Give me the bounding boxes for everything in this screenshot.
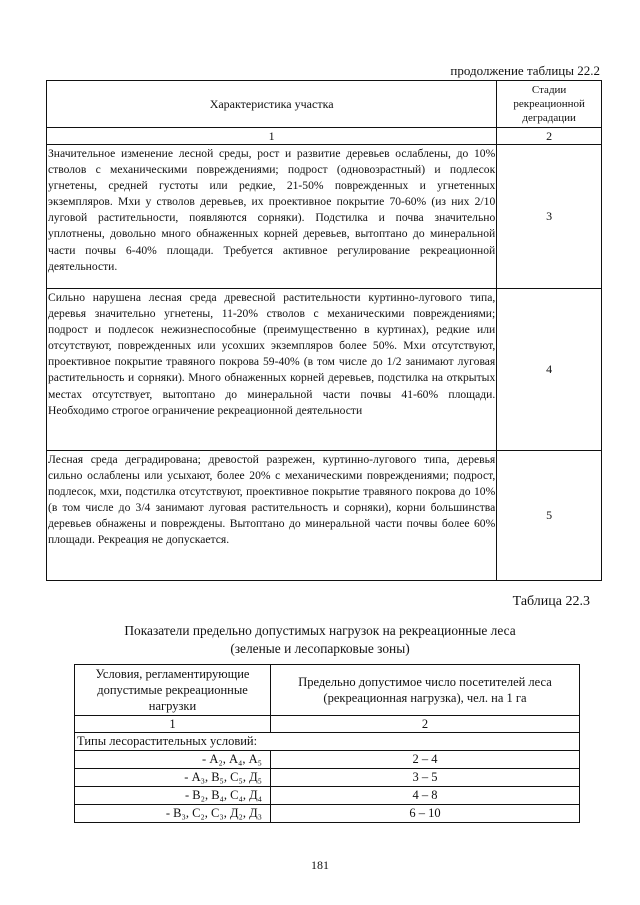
table-row xyxy=(47,289,602,451)
column-number-2: 2 xyxy=(497,128,602,145)
column-number-1: 1 xyxy=(47,128,497,145)
row-value: 3 – 5 xyxy=(271,769,580,787)
header-characteristic: Характеристика участка xyxy=(47,81,497,128)
group-label: Типы лесорастительных условий: xyxy=(75,733,580,751)
row-condition: - А₂, А₄, А₅ xyxy=(75,751,271,769)
table-22-3-title-line2: (зеленые и лесопарковые зоны) xyxy=(230,641,410,656)
row-stage: 3 xyxy=(497,145,602,289)
row-stage: 5 xyxy=(497,451,602,581)
row-value: 4 – 8 xyxy=(271,787,580,805)
row-description: Значительное изменение лесной среды, рост и развитие деревьев ослаблены, до 10% стволов с механическими повреждениями; подрост (одновозрастный) и подлесок угнетены, средней густоты или редкие, 21-50% поврежденных и угнетенных экземпляров. Мхи у стволов деревьев, их проективное покрытие 70-60% (из них 2/10 луговой растительности, появляются сорняки). Подстилка и почва значительно уплотнены, довольно много обнаженных корней деревьев, вытоптано до минеральной части почвы 6-40% площади. Требуется активное регулирование рекреационной деятельности. xyxy=(47,145,497,289)
header-conditions: Условия, регламентирующие допустимые рекреационные нагрузки xyxy=(75,665,271,716)
table-22-3-title-line1: Показатели предельно допустимых нагрузок на рекреационные леса xyxy=(124,623,516,638)
table-row xyxy=(75,787,580,805)
table-22-2 xyxy=(46,80,602,581)
table-row xyxy=(75,751,580,769)
continuation-caption: продолжение таблицы 22.2 xyxy=(450,63,600,78)
table-row xyxy=(75,769,580,787)
row-description: Сильно нарушена лесная среда древесной растительности куртинно-лугового типа, деревья значительно угнетены, 11-20% стволов с механическими повреждениями; подрост и подлесок нежизнеспособные (преимущественно в куртинах), редкие или отсутствуют, поврежденных или усохших экземпляров более 50%. Мхи отсутствуют, проективное покрытие травяного покрова 59-40% (в том числе до 1/2 занимают луговая растительность и сорняки). Много обнаженных корней деревьев, подстилка на открытых местах отсутствует, вытоптано до минеральной части почвы 41-60% площади. Необходимо строгое ограничение рекреационной деятельности xyxy=(47,289,497,451)
table-22-3 xyxy=(74,664,580,823)
row-condition: - В₂, В₄, С₄, Д₄ xyxy=(75,787,271,805)
row-value: 6 – 10 xyxy=(271,805,580,823)
table-22-3-label: Таблица 22.3 xyxy=(512,594,590,609)
row-value: 2 – 4 xyxy=(271,751,580,769)
table-row xyxy=(75,805,580,823)
table-22-3-title xyxy=(40,622,600,658)
page-number: 181 xyxy=(311,858,329,872)
table-row xyxy=(47,145,602,289)
row-condition: - В₃, С₂, С₃, Д₂, Д₃ xyxy=(75,805,271,823)
header-limit: Предельно допустимое число посетителей леса (рекреационная нагрузка), чел. на 1 га xyxy=(271,665,580,716)
table-row xyxy=(47,451,602,581)
row-stage: 4 xyxy=(497,289,602,451)
header-stage: Стадии рекреационной деградации xyxy=(497,81,602,128)
row-description: Лесная среда деградирована; древостой разрежен, куртинно-лугового типа, деревья сильно ослаблены или усыхают, более 20% с механическими повреждениями; подрост, подлесок, мхи, подстилка отсутствуют, проективное покрытие травяного покрова до 10% (в том числе до 3/4 занимают луговая растительность и сорняки), корни большинства деревьев обнажены и повреждены. Вытоптано до минеральной части почвы более 60% площади. Рекреация не допускается. xyxy=(47,451,497,581)
column-number-2: 2 xyxy=(271,716,580,733)
column-number-1: 1 xyxy=(75,716,271,733)
row-condition: - А₃, В₅, С₅, Д₅ xyxy=(75,769,271,787)
